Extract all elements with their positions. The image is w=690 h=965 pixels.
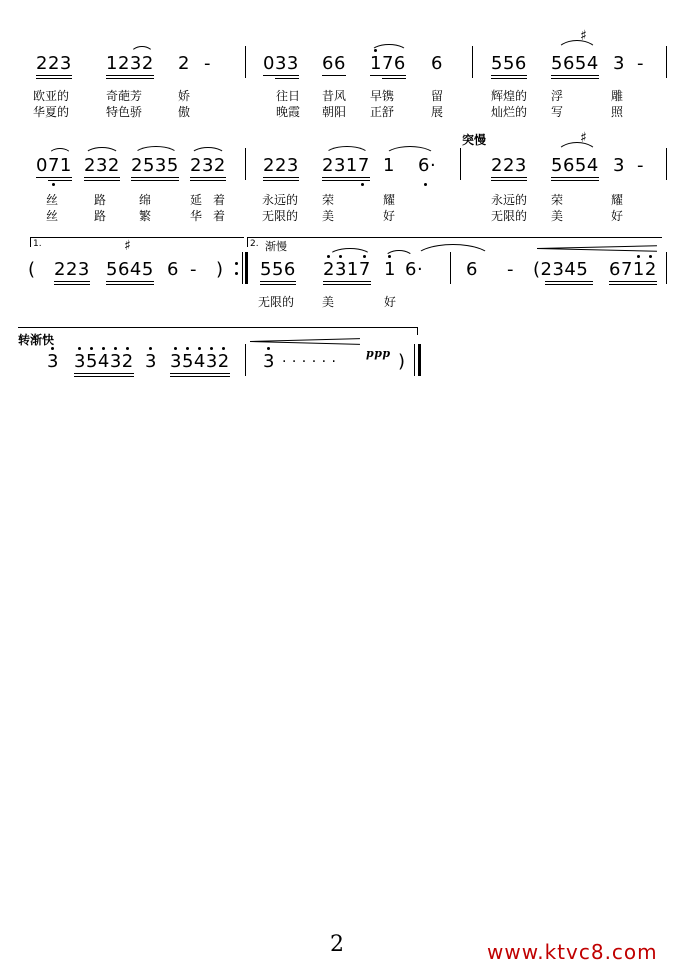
close-paren: ) xyxy=(216,259,224,280)
lyric: 雕 xyxy=(611,89,624,103)
barline-thick xyxy=(418,344,421,376)
note-group: 1 xyxy=(383,155,395,176)
high-dot xyxy=(51,347,54,350)
note-group: 6· xyxy=(405,259,424,280)
lyric: 照 xyxy=(611,105,624,119)
note-group: - xyxy=(190,259,197,280)
note-group: 5654 xyxy=(551,155,599,176)
note-group: - xyxy=(637,53,644,74)
lyric: 留 xyxy=(431,89,444,103)
note-group: 3 xyxy=(263,351,275,372)
lyric: 耀 xyxy=(611,193,624,207)
note-group: 3 xyxy=(613,53,625,74)
lyric: 展 xyxy=(431,105,444,119)
lyric: 浮 xyxy=(551,89,564,103)
lyric: 延 xyxy=(190,193,203,207)
lyric: 灿烂的 xyxy=(491,105,528,119)
note-group: 176 xyxy=(370,53,406,74)
lyric: 昔风 xyxy=(322,89,347,103)
high-dot xyxy=(267,347,270,350)
lyric: 往日 xyxy=(276,89,301,103)
lyric: 着 xyxy=(213,193,226,207)
lyric: 繁 xyxy=(139,209,152,223)
lyric: 傲 xyxy=(178,105,191,119)
lyric: 丝 xyxy=(46,193,59,207)
page-number: 2 xyxy=(330,932,344,957)
lyric: 早镌 xyxy=(370,89,395,103)
lyric: 着 xyxy=(213,209,226,223)
lyric: 华 xyxy=(190,209,203,223)
lyric: 路 xyxy=(94,209,107,223)
high-dot xyxy=(186,347,189,350)
lyric: 绵 xyxy=(139,193,152,207)
sharp-icon: ♯ xyxy=(580,28,587,44)
lyric: 无限的 xyxy=(258,295,295,309)
lyric: 耀 xyxy=(383,193,396,207)
lyric: 美 xyxy=(551,209,564,223)
high-dot xyxy=(149,347,152,350)
lyric: 写 xyxy=(551,105,564,119)
note-group: 556 xyxy=(260,259,296,280)
note-group: 2535 xyxy=(131,155,179,176)
note-group: 6 xyxy=(167,259,179,280)
high-dot xyxy=(222,347,225,350)
note-group: 232 xyxy=(84,155,120,176)
note-group: 66 xyxy=(322,53,346,74)
volta-2-label: 2. xyxy=(250,239,259,249)
note-group: 5654 xyxy=(551,53,599,74)
note-group: 223 xyxy=(491,155,527,176)
volta-1-label: 1. xyxy=(33,239,42,249)
lyric: 辉煌的 xyxy=(491,89,528,103)
note-group: 6 xyxy=(431,53,443,74)
open-paren: ( xyxy=(28,259,36,280)
high-dot xyxy=(102,347,105,350)
note-group: - xyxy=(637,155,644,176)
lyric: 路 xyxy=(94,193,107,207)
lyric: 丝 xyxy=(46,209,59,223)
lyric: 好 xyxy=(384,295,397,309)
note-group: 6· xyxy=(418,155,437,176)
note-group: ppp xyxy=(366,347,391,360)
score-row-4 xyxy=(0,0,690,390)
high-dot xyxy=(126,347,129,350)
note-group: 6 xyxy=(466,259,478,280)
lyric: 美 xyxy=(322,209,335,223)
note-group: 2317 xyxy=(323,259,371,280)
lyric: 奇葩芳 xyxy=(106,89,143,103)
lyric: 华夏的 xyxy=(33,105,70,119)
note-group: 5645 xyxy=(106,259,154,280)
lyric: 晚霞 xyxy=(276,105,301,119)
high-dot xyxy=(210,347,213,350)
lyric: 无限的 xyxy=(262,209,299,223)
note-group: - xyxy=(507,259,514,280)
note-group: 223 xyxy=(263,155,299,176)
barline xyxy=(245,344,246,376)
note-group: 2 xyxy=(178,53,190,74)
note-group: 1232 xyxy=(106,53,154,74)
lyric: 永远的 xyxy=(262,193,299,207)
high-dot xyxy=(174,347,177,350)
note-group: 223 xyxy=(36,53,72,74)
note-group: 033 xyxy=(263,53,299,74)
note-group: · · · · · · xyxy=(282,354,337,370)
note-group: 3 xyxy=(613,155,625,176)
note-group: 1 xyxy=(384,259,396,280)
lyric: 荣 xyxy=(551,193,564,207)
underline xyxy=(170,376,230,377)
note-group: - xyxy=(204,53,211,74)
lyric: 特色骄 xyxy=(106,105,143,119)
tempo-mark: 渐慢 xyxy=(265,240,287,253)
note-group: 232 xyxy=(190,155,226,176)
hairpin xyxy=(250,341,360,345)
lyric: 朝阳 xyxy=(322,105,347,119)
note-group: 071 xyxy=(36,155,72,176)
lyric: 永远的 xyxy=(491,193,528,207)
note-group: 35432 xyxy=(170,351,230,372)
lyric: 欧亚的 xyxy=(33,89,70,103)
lyric: 荣 xyxy=(322,193,335,207)
note-group: 35432 xyxy=(74,351,134,372)
note-group: (2345 xyxy=(533,259,589,280)
note-group: 3 xyxy=(47,351,59,372)
tempo-mark: 转渐快 xyxy=(18,333,55,347)
sharp-icon: ♯ xyxy=(124,238,131,254)
lyric: 正舒 xyxy=(370,105,395,119)
lyric: 娇 xyxy=(178,89,191,103)
close-paren: ) xyxy=(398,351,406,372)
note-group: 556 xyxy=(491,53,527,74)
lyric: 好 xyxy=(611,209,624,223)
section-hook xyxy=(417,327,418,335)
lyric: 好 xyxy=(383,209,396,223)
tempo-mark: 突慢 xyxy=(462,133,487,147)
high-dot xyxy=(198,347,201,350)
note-group: 2317 xyxy=(322,155,370,176)
website-watermark: www.ktvc8.com xyxy=(487,940,658,964)
high-dot xyxy=(90,347,93,350)
note-group: 223 xyxy=(54,259,90,280)
lyric: 美 xyxy=(322,295,335,309)
note-group: 6712 xyxy=(609,259,657,280)
underline xyxy=(170,373,230,374)
high-dot xyxy=(114,347,117,350)
section-line xyxy=(18,327,418,328)
underline xyxy=(74,376,134,377)
sharp-icon: ♯ xyxy=(580,130,587,146)
lyric: 无限的 xyxy=(491,209,528,223)
barline xyxy=(414,344,415,376)
high-dot xyxy=(78,347,81,350)
note-group: 3 xyxy=(145,351,157,372)
underline xyxy=(74,373,134,374)
